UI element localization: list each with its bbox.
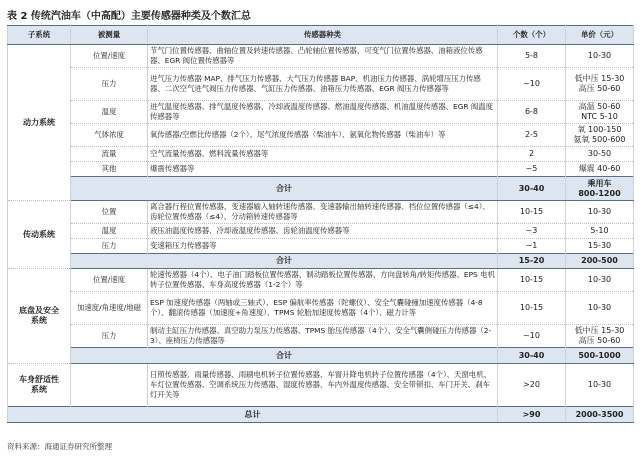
header-subsystem: 子系统 (8, 26, 71, 45)
count-cell: ~1 (498, 239, 566, 254)
measured-cell: 位置/速度 (71, 45, 148, 68)
table-row (8, 269, 634, 292)
table-row (8, 162, 634, 177)
price-cell: 低中压 15-30 高压 50-60 (566, 68, 634, 101)
header-measured: 被测量 (71, 26, 148, 45)
sensor-types-cell: 轮速传感器（4个）、电子油门踏板位置传感器、制动踏板位置传感器、方向盘转角/转矩传感器、EPS 电机转子位置传感器、车身高度传感器（1-2个）等 (148, 269, 498, 292)
grand-total-count: >90 (498, 407, 566, 423)
count-cell: ~5 (498, 162, 566, 177)
table-row (8, 224, 634, 239)
sensor-table (7, 25, 634, 423)
table-row (8, 45, 634, 68)
price-cell: 爆震 40-60 (566, 162, 634, 177)
count-cell: >20 (498, 364, 566, 407)
sensor-types-cell: 节气门位置传感器、曲轴位置及转速传感器、凸轮轴位置传感器、可变气门位置传感器、油箱液位传感器、EGR 阀位置传感器等 (148, 45, 498, 68)
table-row (8, 201, 634, 224)
sensor-types-cell: 日照传感器、雨量传感器、雨刷电机转子位置传感器、车窗升降电机转子位置传感器（4个）、天窗电机、车灯位置传感器、空调系统压力传感器、湿度传感器、车内外温度传感器、安全带锁扣、车门开关、刹车灯开关等 (148, 364, 498, 407)
sensor-types-cell: 氧传感器/空燃比传感器（2个）、尾气浓度传感器（柴油车）、氨氧化物传感器（柴油车）等 (148, 124, 498, 147)
price-cell: 30-50 (566, 147, 634, 162)
sensor-types-cell: 进气温度传感器、排气温度传感器、冷却液温度传感器、燃油温度传感器、机油温度传感器、EGR 阀温度传感器等 (148, 101, 498, 124)
count-cell: 6-8 (498, 101, 566, 124)
subtotal-price: 乘用车 800-1200 (566, 177, 634, 201)
subtotal-label: 合计 (71, 348, 498, 364)
count-cell: 2 (498, 147, 566, 162)
measured-cell: 压力 (71, 325, 148, 348)
price-cell: 15-30 (566, 239, 634, 254)
table-row (8, 325, 634, 348)
price-cell: 10-30 (566, 269, 634, 292)
table-row (8, 147, 634, 162)
subtotal-label: 合计 (71, 177, 498, 201)
header-row (8, 26, 634, 45)
source-note: 资料来源：海通证券研究所整理 (7, 442, 112, 451)
count-cell: 5-8 (498, 45, 566, 68)
measured-cell: 温度 (71, 101, 148, 124)
measured-cell: 位置/速度 (71, 269, 148, 292)
count-cell: 10-15 (498, 292, 566, 325)
price-cell: 高温 50-60 NTC 5-10 (566, 101, 634, 124)
sensor-types-cell: 制动主缸压力传感器、真空助力泵压力传感器、TPMS 胎压传感器（4个）、安全气囊侧碰压力传感器（2-3）、座椅压力传感器等 (148, 325, 498, 348)
count-cell: ~10 (498, 68, 566, 101)
count-cell: ~10 (498, 325, 566, 348)
table-row (8, 68, 634, 101)
subtotal-count: 30-40 (498, 348, 566, 364)
price-cell: 10-30 (566, 201, 634, 224)
price-cell: 低中压 15-30 高压 50-60 (566, 325, 634, 348)
count-cell: ~3 (498, 224, 566, 239)
subtotal-count: 30-40 (498, 177, 566, 201)
table-row (8, 124, 634, 147)
subsystem-cell: 底盘及安全 系统 (8, 269, 71, 364)
measured-cell: 压力 (71, 68, 148, 101)
subtotal-price: 200-500 (566, 254, 634, 269)
table-row (8, 292, 634, 325)
grand-total-price: 2000-3500 (566, 407, 634, 423)
table-title: 表 2 传统汽油车（中高配）主要传感器种类及个数汇总 (7, 11, 251, 22)
subtotal-row (8, 254, 634, 269)
count-cell: 2-5 (498, 124, 566, 147)
sensor-types-cell: 液压油温度传感器、冷却液温度传感器、齿轮油温度传感器等 (148, 224, 498, 239)
header-count: 个数（个） (498, 26, 566, 45)
price-cell: 10-30 (566, 45, 634, 68)
table-row (8, 239, 634, 254)
price-cell: 5-10 (566, 224, 634, 239)
count-cell: 10-15 (498, 269, 566, 292)
subsystem-cell: 车身舒适性 系统 (8, 364, 71, 407)
subsystem-cell: 传动系统 (8, 201, 71, 269)
measured-cell: 温度 (71, 224, 148, 239)
subtotal-row (8, 177, 634, 201)
header-unit-price: 单价（元） (566, 26, 634, 45)
sensor-types-cell: 进气压力传感器 MAP、排气压力传感器、大气压力传感器 BAP、机油压力传感器、涡轮增压压力传感器、二次空气进气阀压力传感器、气缸压力传感器、油箱压力传感器、EGR 阀压力传感器等 (148, 68, 498, 101)
sensor-types-cell: 离合器行程位置传感器、变速器输入轴转速传感器、变速器输出轴转速传感器、档位位置传感器（≤4）、齿轮位置传感器（≤4）、分动箱转速传感器等 (148, 201, 498, 224)
sensor-types-cell: ESP 加速度传感器（两轴或三轴式）、ESP 偏航率传感器（陀螺仪）、安全气囊碰撞加速度传感器（4-8个）、翻滚传感器（加速度+角速度）、TPMS 轮胎加速度传感器（4个）、磁力计等 (148, 292, 498, 325)
sensor-types-cell: 变速箱压力传感器等 (148, 239, 498, 254)
price-cell: 10-30 (566, 292, 634, 325)
measured-cell: 流量 (71, 147, 148, 162)
subsystem-cell: 动力系统 (8, 45, 71, 201)
subtotal-label: 合计 (71, 254, 498, 269)
measured-cell (71, 364, 148, 407)
grand-total-label: 总计 (8, 407, 498, 423)
sensor-types-cell: 爆震传感器等 (148, 162, 498, 177)
table-row (8, 364, 634, 407)
price-cell: 氧 100-150 氨氧 500-600 (566, 124, 634, 147)
measured-cell: 其他 (71, 162, 148, 177)
table-body (8, 45, 634, 423)
table-row (8, 101, 634, 124)
measured-cell: 压力 (71, 239, 148, 254)
subtotal-price: 500-1000 (566, 348, 634, 364)
measured-cell: 位置 (71, 201, 148, 224)
price-cell: 10-30 (566, 364, 634, 407)
count-cell: 10-15 (498, 201, 566, 224)
measured-cell: 气体浓度 (71, 124, 148, 147)
header-sensor-types: 传感器种类 (148, 26, 498, 45)
subtotal-row (8, 348, 634, 364)
sensor-types-cell: 空气流量传感器、燃料流量传感器等 (148, 147, 498, 162)
grand-total-row (8, 407, 634, 423)
subtotal-count: 15-20 (498, 254, 566, 269)
measured-cell: 加速度/角速度/地磁 (71, 292, 148, 325)
